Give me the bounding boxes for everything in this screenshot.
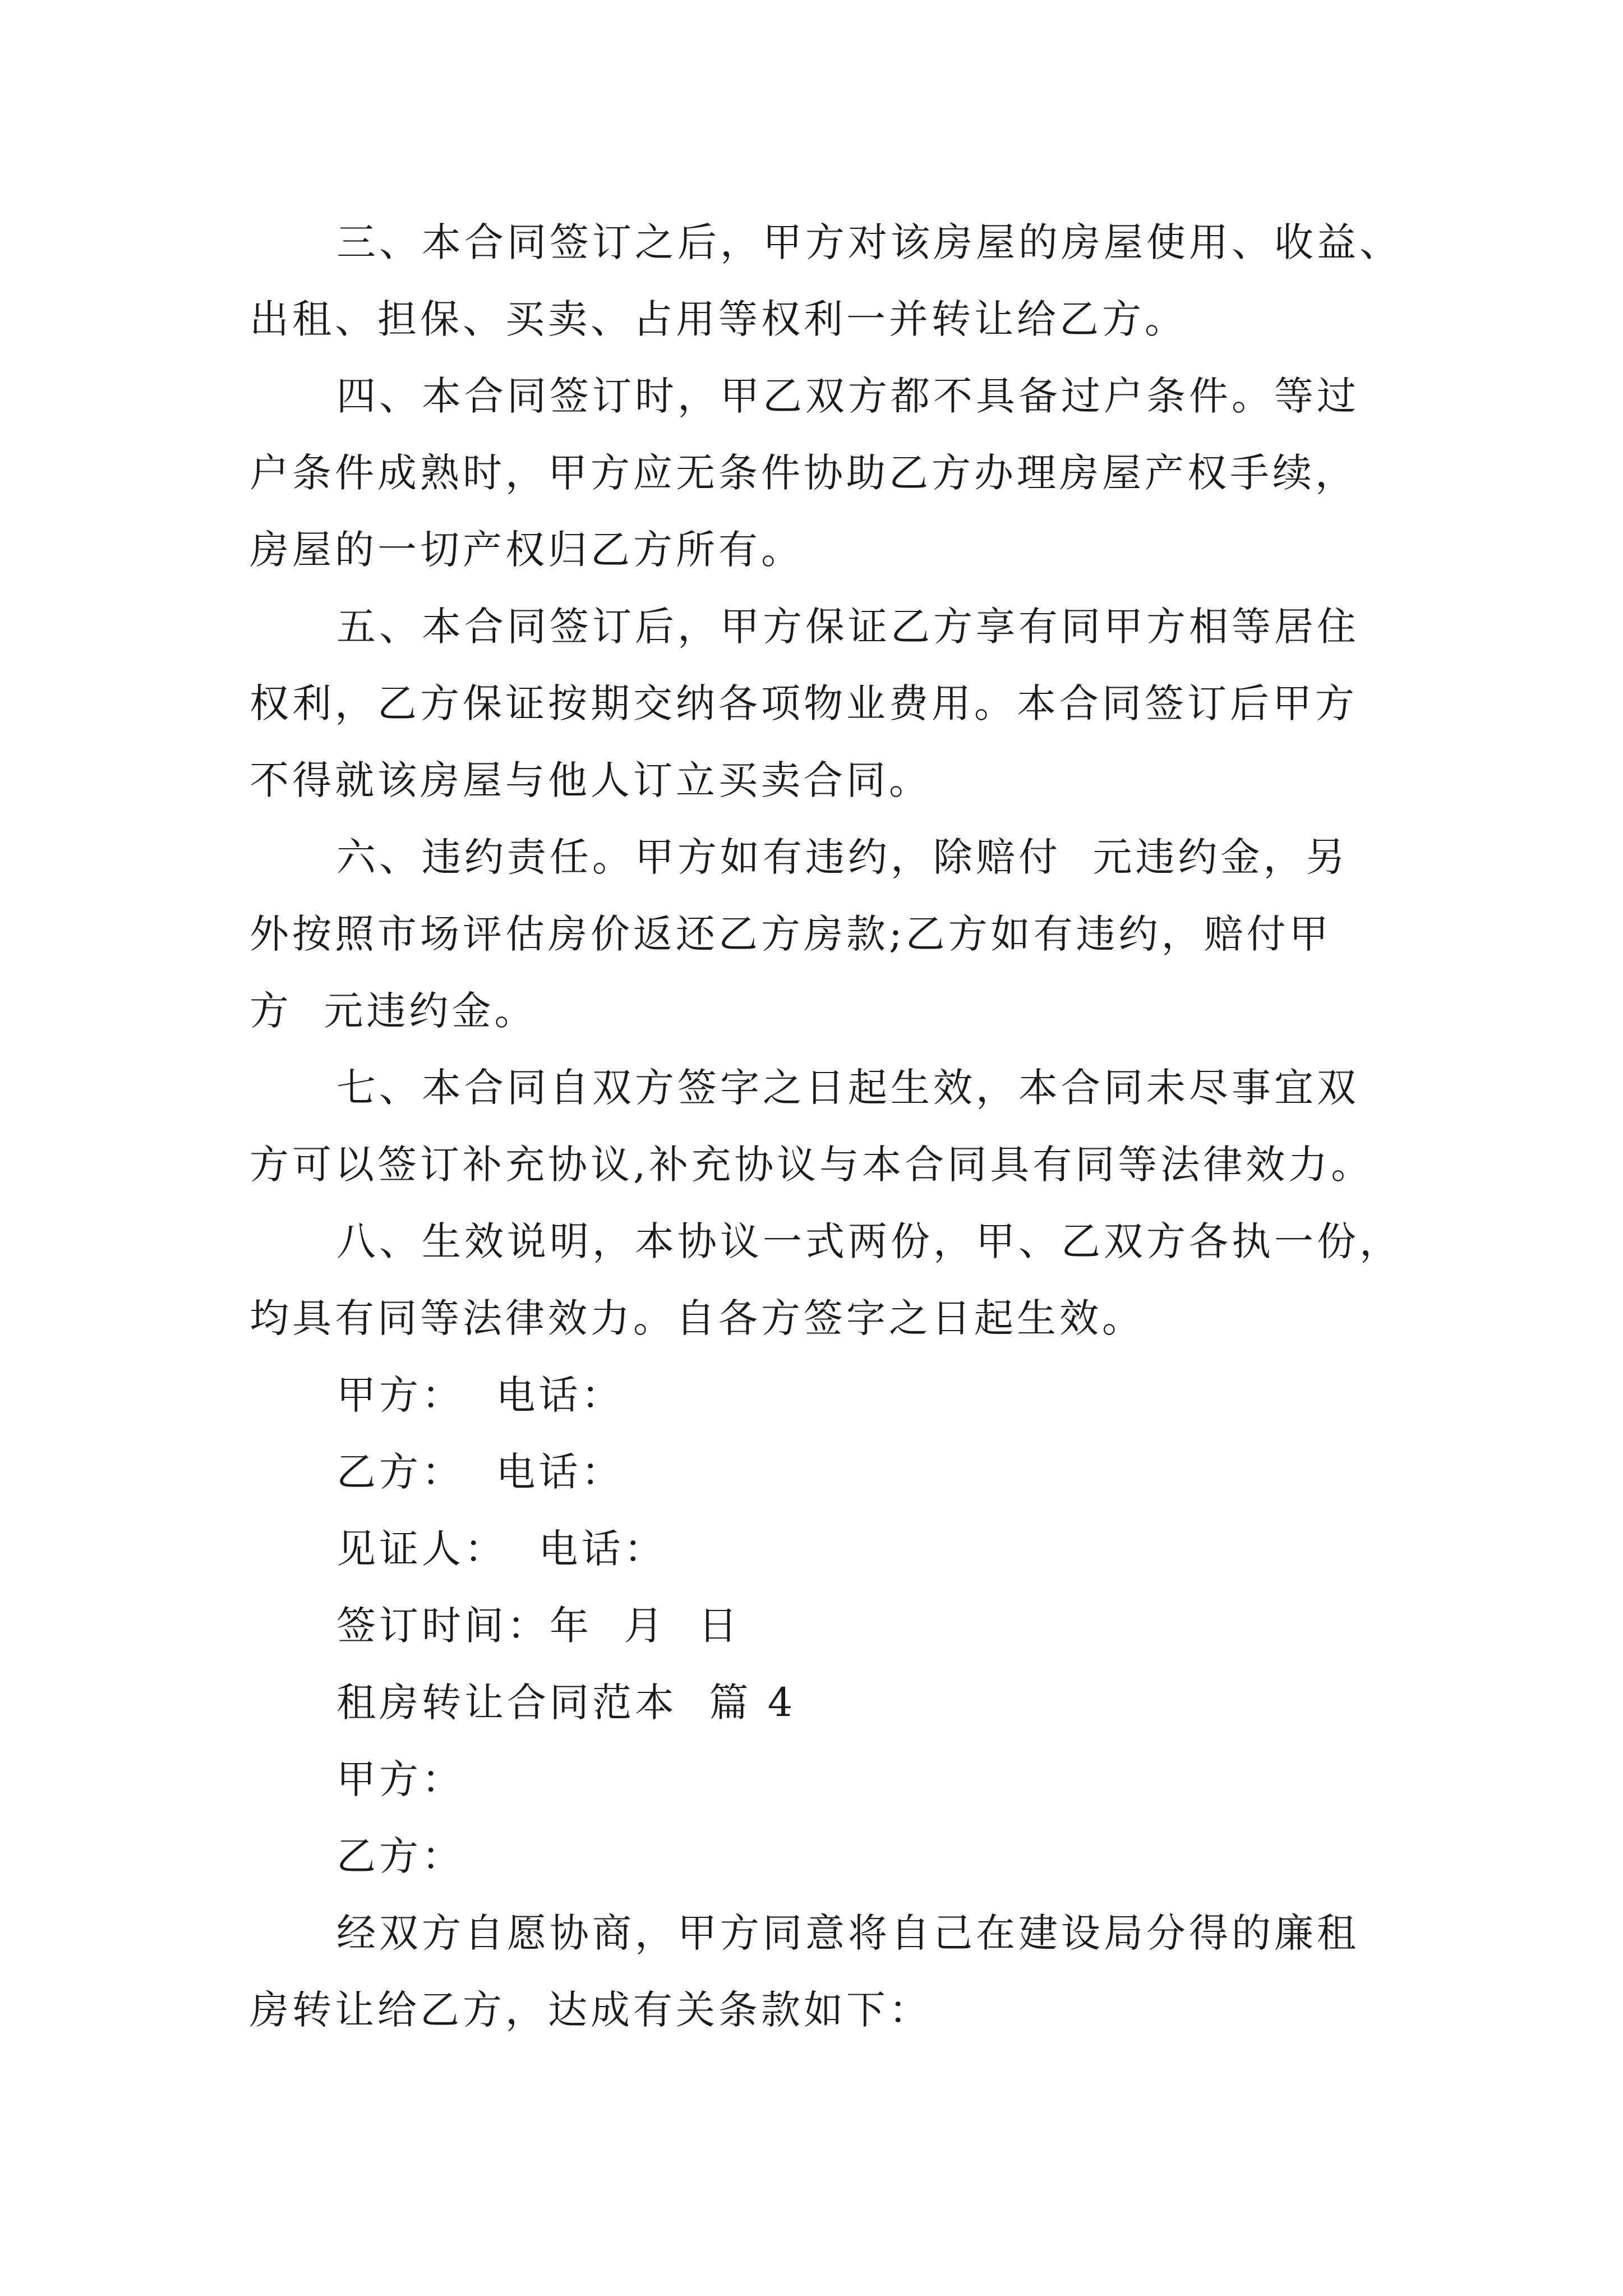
clause-6-line-1: 六、违约责任。甲方如有违约，除赔付 元违约金，另 <box>336 834 1349 880</box>
signature-party-b: 乙方： 电话： <box>336 1449 624 1495</box>
clause-7-line-2: 方可以签订补充协议,补充协议与本合同具有同等法律效力。 <box>250 1142 1374 1188</box>
clause-3-line-1: 三、本合同签订之后，甲方对该房屋的房屋使用、收益、 <box>336 219 1402 265</box>
section-title: 租房转让合同范本 篇 4 <box>336 1680 796 1726</box>
signature-party-a: 甲方： 电话： <box>336 1372 624 1418</box>
clause-8-line-1: 八、生效说明，本协议一式两份，甲、乙双方各执一份， <box>336 1218 1402 1264</box>
clause-5-line-2: 权利，乙方保证按期交纳各项物业费用。本合同签订后甲方 <box>250 680 1358 726</box>
clause-8-line-2: 均具有同等法律效力。自各方签字之日起生效。 <box>250 1295 1145 1341</box>
clause-6-line-3: 方 元违约金。 <box>250 988 537 1034</box>
clause-4-line-3: 房屋的一切产权归乙方所有。 <box>250 527 804 573</box>
signature-witness: 见证人： 电话： <box>336 1526 667 1572</box>
intro-line-1: 经双方自愿协商，甲方同意将自己在建设局分得的廉租 <box>336 1910 1359 1956</box>
clause-5-line-1: 五、本合同签订后，甲方保证乙方享有同甲方相等居住 <box>336 604 1359 650</box>
party-b-label: 乙方： <box>336 1833 464 1879</box>
clause-5-line-3: 不得就该房屋与他人订立买卖合同。 <box>250 757 932 803</box>
clause-3-line-2: 出租、担保、买卖、占用等权利一并转让给乙方。 <box>250 296 1187 342</box>
party-a-label: 甲方： <box>336 1756 464 1802</box>
intro-line-2: 房转让给乙方，达成有关条款如下： <box>250 1987 932 2033</box>
clause-4-line-2: 户条件成熟时，甲方应无条件协助乙方办理房屋产权手续， <box>250 450 1358 496</box>
signature-date: 签订时间：年 月 日 <box>336 1603 741 1649</box>
clause-6-line-2: 外按照市场评估房价返还乙方房款;乙方如有违约，赔付甲 <box>250 911 1332 957</box>
clause-7-line-1: 七、本合同自双方签字之日起生效，本合同未尽事宜双 <box>336 1065 1359 1111</box>
clause-4-line-1: 四、本合同签订时，甲乙双方都不具备过户条件。等过 <box>336 373 1359 419</box>
